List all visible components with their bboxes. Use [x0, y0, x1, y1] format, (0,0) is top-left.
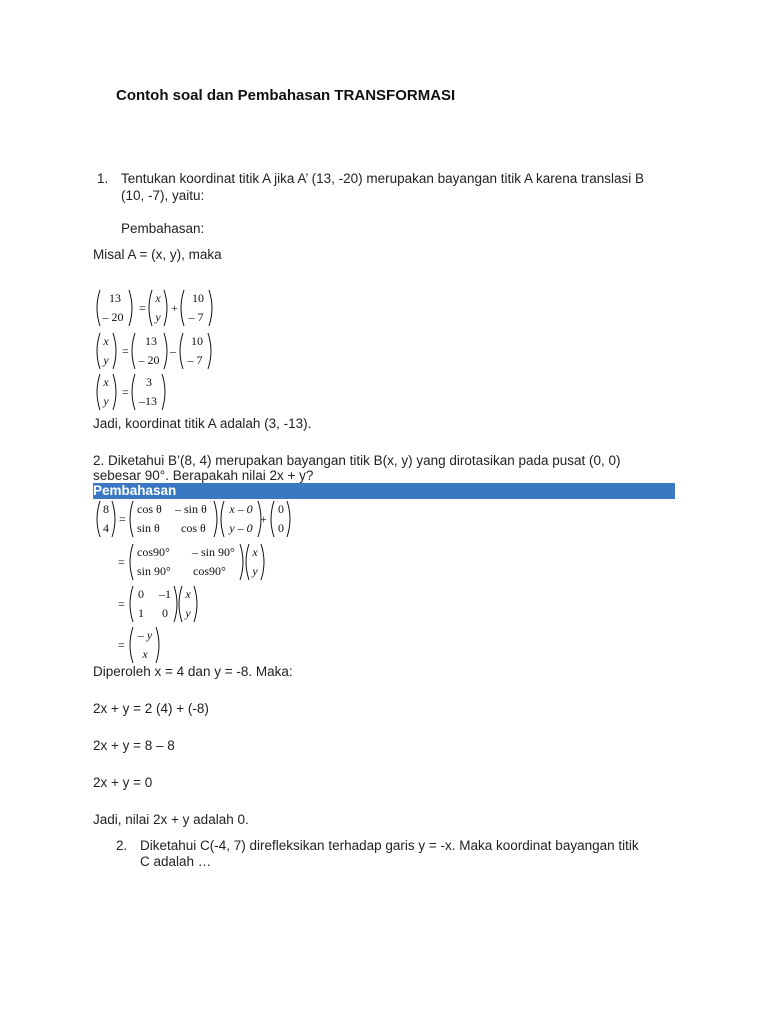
q2-eq1-rot-b: – sin θ	[175, 502, 207, 516]
q1-conclusion: Jadi, koordinat titik A adalah (3, -13).	[93, 416, 312, 431]
q1-eq2-m2-top: 13	[145, 334, 157, 348]
svg-text:=: =	[119, 512, 126, 526]
q2-eq2-rot-a: cos90°	[137, 545, 170, 559]
q1-eq2-m1-bottom: y	[103, 353, 109, 367]
q3-number: 2.	[116, 838, 128, 853]
q2-eq1-m1-top: 8	[103, 502, 109, 516]
q2-equation-3	[118, 584, 208, 624]
q2-eq2-rot-d: cos90°	[193, 564, 226, 578]
q2-equation-4	[118, 625, 178, 665]
q1-text-line1: Tentukan koordinat titik A jika A’ (13, -20) merupakan bayangan titik A karena translasi B	[121, 171, 645, 186]
q2-equation-2	[118, 542, 268, 582]
q2-eq1-m3-bottom: 0	[278, 521, 284, 535]
q1-eq3-op1: =	[122, 385, 129, 399]
q2-conclusion: Jadi, nilai 2x + y adalah 0.	[93, 812, 249, 827]
q1-eq1-op2: +	[171, 301, 178, 315]
q3-text-line2: C adalah …	[140, 854, 212, 869]
q1-eq1-m1-bottom: – 20	[102, 310, 124, 324]
q1-eq1-m2-top: x	[155, 291, 161, 305]
q1-eq2-op2: –	[170, 344, 176, 358]
q1-eq3-m2-top: 3	[146, 375, 152, 389]
q1-eq2-m2-bottom: – 20	[138, 353, 160, 367]
svg-text:=: =	[118, 597, 125, 611]
q1-equation-1	[94, 288, 224, 328]
q1-eq3-m1-bottom: y	[103, 394, 109, 408]
q3-text-line1: Diketahui C(-4, 7) direfleksikan terhadap garis y = -x. Maka koordinat bayangan titik	[140, 838, 639, 853]
q1-eq2-m3-bottom: – 7	[187, 353, 203, 367]
q1-eq1-m1-top: 13	[109, 291, 121, 305]
q1-eq1-op1: =	[139, 301, 146, 315]
svg-text:+: +	[260, 512, 267, 526]
q2-eq1-m1-bottom: 4	[103, 521, 109, 535]
q1-eq1-m3-bottom: – 7	[188, 310, 204, 324]
q2-eq1-rot-a: cos θ	[137, 502, 162, 516]
q2-eq1-rot-c: sin θ	[137, 521, 160, 535]
q2-eq3-vec-bottom: y	[185, 606, 191, 620]
q1-eq2-op1: =	[122, 344, 129, 358]
q2-eq1-rot-d: cos θ	[181, 521, 206, 535]
q2-eq1-m3-top: 0	[278, 502, 284, 516]
page-title: Contoh soal dan Pembahasan TRANSFORMASI	[116, 87, 456, 104]
q2-eq2-rot-b: – sin 90°	[192, 545, 235, 559]
q2-eq4-vec-top: – y	[137, 628, 153, 642]
q2-step-2: 2x + y = 8 – 8	[93, 738, 175, 753]
svg-text:=: =	[118, 638, 125, 652]
q1-eq1-m3-top: 10	[192, 291, 204, 305]
q1-equation-2	[94, 331, 224, 371]
q1-misal-text: Misal A = (x, y), maka	[93, 247, 222, 262]
q1-pembahasan-label: Pembahasan:	[121, 221, 205, 236]
q1-eq2-m3-top: 10	[191, 334, 203, 348]
q2-eq1-vec-top: x – 0	[229, 502, 253, 516]
q1-eq1-m2-bottom: y	[155, 310, 161, 324]
q2-diperoleh: Diperoleh x = 4 dan y = -8. Maka:	[93, 664, 293, 679]
q2-eq3-vec-top: x	[185, 587, 191, 601]
q2-step-1: 2x + y = 2 (4) + (-8)	[93, 701, 209, 716]
q1-text-line2: (10, -7), yaitu:	[121, 188, 205, 203]
q1-eq3-m1-top: x	[103, 375, 109, 389]
q2-eq3-rot-d: 0	[162, 606, 168, 620]
q2-eq3-rot-b: –1	[159, 587, 171, 601]
q1-number: 1.	[97, 171, 109, 186]
q2-eq2-vec-top: x	[252, 545, 258, 559]
q1-equation-3	[94, 372, 184, 412]
q2-step-3: 2x + y = 0	[93, 775, 153, 790]
q1-eq3-m2-bottom: –13	[139, 394, 157, 408]
q2-eq2-rot-c: sin 90°	[137, 564, 171, 578]
q2-text-line1: 2. Diketahui B’(8, 4) merupakan bayangan titik B(x, y) yang dirotasikan pada pusat (0, 0)	[93, 453, 621, 468]
q2-eq1-vec-bottom: y – 0	[229, 521, 253, 535]
q2-eq3-rot-a: 0	[138, 587, 144, 601]
svg-text:=: =	[118, 555, 125, 569]
q2-pembahasan-banner: Pembahasan	[93, 483, 675, 499]
q2-eq2-vec-bottom: y	[252, 564, 258, 578]
q2-eq4-vec-bottom: x	[142, 647, 148, 661]
q1-eq2-m1-top: x	[103, 334, 109, 348]
q2-eq3-rot-c: 1	[138, 606, 144, 620]
q2-equation-1	[94, 499, 294, 539]
q2-text-line2: sebesar 90°. Berapakah nilai 2x + y?	[93, 468, 314, 483]
